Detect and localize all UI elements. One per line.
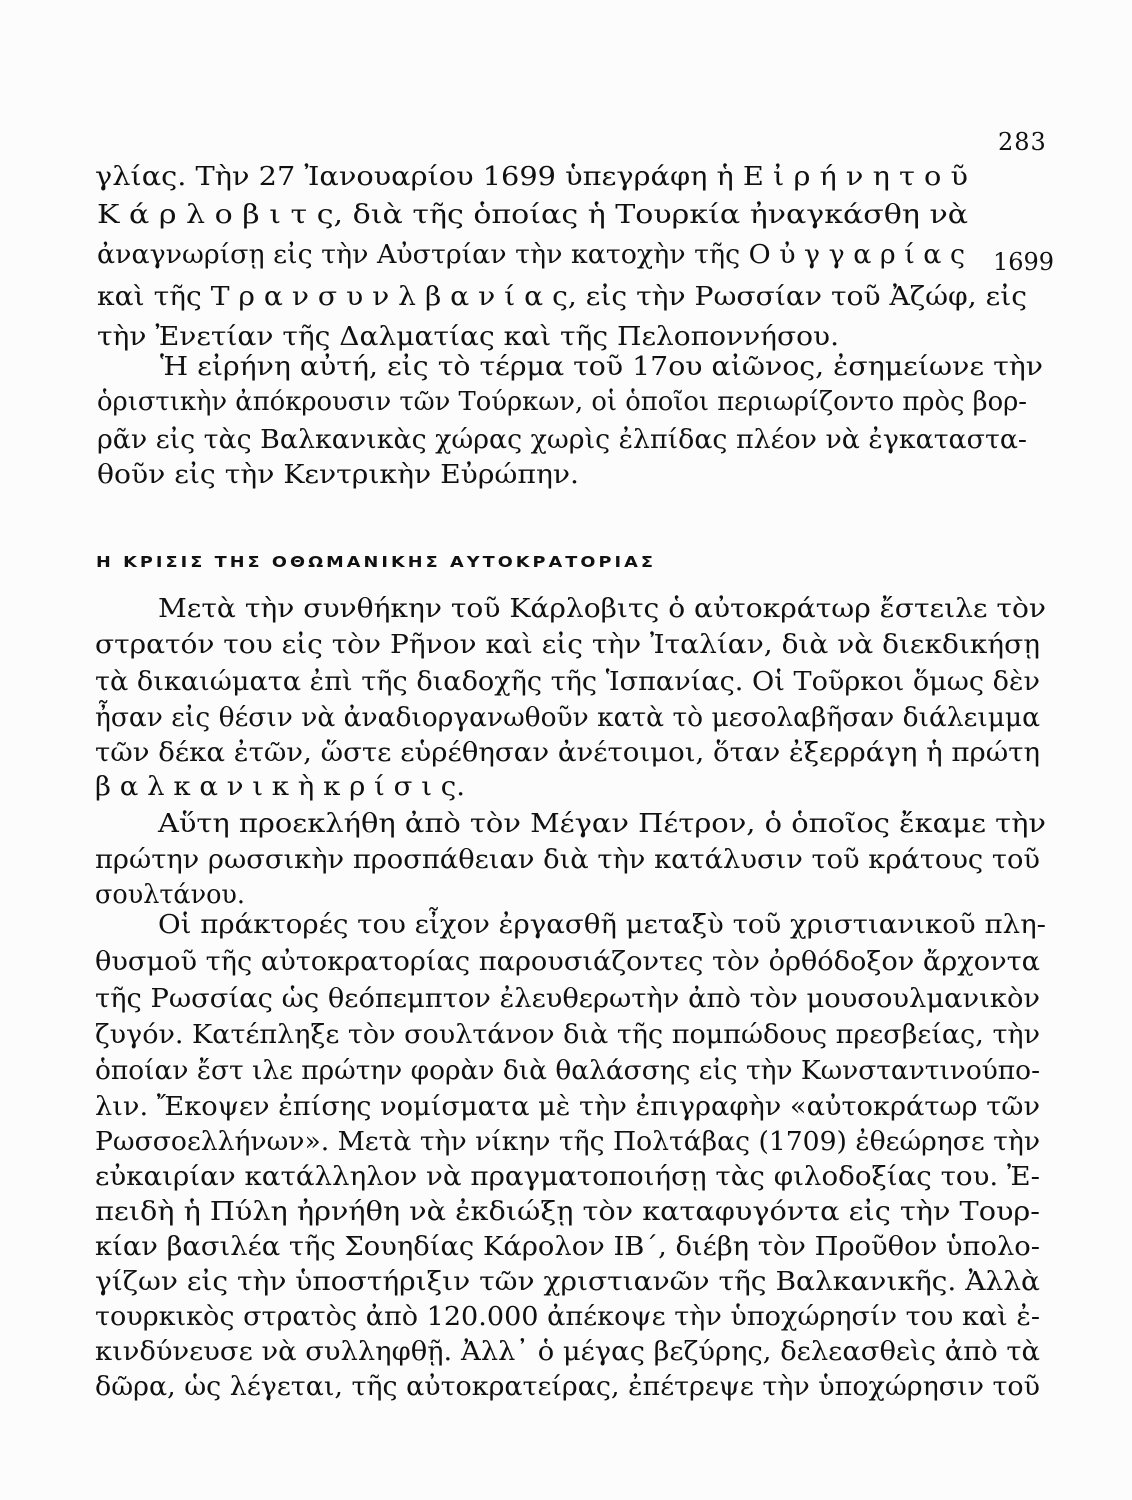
margin-note-year: 1699 bbox=[993, 248, 1055, 276]
text-line: κινδύνευσε νὰ συλληφθῇ. Ἀλλ᾽ ὁ μέγας βεζύρης, δελεασθεὶς ἀπὸ τὰ bbox=[95, 1337, 1040, 1367]
section-heading: Η ΚΡΙΣΙΣ ΤΗΣ ΟΘΩΜΑΝΙΚΗΣ ΑΥΤΟΚΡΑΤΟΡΙΑΣ bbox=[96, 553, 656, 571]
text-line: ἦσαν εἰς θέσιν νὰ ἀναδιοργανωθοῦν κατὰ τὸ μεσολαβῆσαν διάλειμμα bbox=[95, 703, 1040, 733]
text-line: β α λ κ α ν ι κ ὴ κ ρ ί σ ι ς. bbox=[95, 772, 465, 802]
text-line: Αὕτη προεκλήθη ἀπὸ τὸν Μέγαν Πέτρον, ὁ ὁποῖος ἔκαμε τὴν bbox=[158, 809, 1046, 839]
text-line: τῆς Ρωσσίας ὡς θεόπεμπτον ἐλευθερωτὴν ἀπὸ τὸν μουσουλμανικὸν bbox=[95, 984, 1040, 1014]
text-line: πρώτην ρωσσικὴν προσπάθειαν διὰ τὴν κατάλυσιν τοῦ κράτους τοῦ bbox=[95, 845, 1040, 875]
text-line: τὰ δικαιώματα ἐπὶ τῆς διαδοχῆς τῆς Ἱσπανίας. Οἱ Τοῦρκοι ὅμως δὲν bbox=[95, 667, 1040, 697]
text-line: Μετὰ τὴν συνθήκην τοῦ Κάρλοβιτς ὁ αὐτοκράτωρ ἔστειλε τὸν bbox=[158, 594, 1046, 624]
text-line: κίαν βασιλέα τῆς Σουηδίας Κάρολον ΙΒ΄, διέβη τὸν Προῦθον ὑπολο- bbox=[95, 1232, 1040, 1262]
text-line: τῶν δέκα ἐτῶν, ὥστε εὑρέθησαν ἀνέτοιμοι, ὅταν ἐξερράγη ἡ πρώτη bbox=[95, 738, 1040, 768]
text-line: εὐκαιρίαν κατάλληλον νὰ πραγματοποιήσῃ τὰς φιλοδοξίας του. Ἐ- bbox=[95, 1162, 1040, 1192]
text-line: Ρωσσοελλήνων». Μετὰ τὴν νίκην τῆς Πολτάβας (1709) ἐθεώρησε τὴν bbox=[95, 1127, 1040, 1157]
text-line: καὶ τῆς Τ ρ α ν σ υ ν λ β α ν ί α ς, εἰς τὴν Ρωσσίαν τοῦ Ἀζώφ, εἰς bbox=[97, 282, 1027, 312]
text-line: ζυγόν. Κατέπληξε τὸν σουλτάνον διὰ τῆς πομπώδους πρεσβείας, τὴν bbox=[95, 1020, 1040, 1050]
text-line: δῶρα, ὡς λέγεται, τῆς αὐτοκρατείρας, ἐπέτρεψε τὴν ὑποχώρησιν τοῦ bbox=[95, 1372, 1040, 1402]
text-line: θοῦν εἰς τὴν Κεντρικὴν Εὐρώπην. bbox=[97, 460, 579, 490]
text-line: γλίας. Τὴν 27 Ἰανουαρίου 1699 ὑπεγράφη ἡ Ε ἰ ρ ή ν η τ ο ῦ bbox=[95, 162, 968, 192]
text-line: γίζων εἰς τὴν ὑποστήριξιν τῶν χριστιανῶν τῆς Βαλκανικῆς. Ἀλλὰ bbox=[95, 1267, 1040, 1297]
text-line: Οἱ πράκτορές του εἶχον ἐργασθῆ μεταξὺ τοῦ χριστιανικοῦ πλη- bbox=[158, 910, 1046, 940]
text-line: λιν. Ἔκοψεν ἐπίσης νομίσματα μὲ τὴν ἐπιγραφὴν «αὐτοκράτωρ τῶν bbox=[95, 1092, 1040, 1122]
text-line: τὴν Ἐνετίαν τῆς Δαλματίας καὶ τῆς Πελοποννήσου. bbox=[97, 322, 839, 352]
text-line: ἀναγνωρίσῃ εἰς τὴν Αὐστρίαν τὴν κατοχὴν τῆς Ο ὐ γ γ α ρ ί α ς bbox=[97, 240, 965, 270]
text-line: ρᾶν εἰς τὰς Βαλκανικὰς χώρας χωρὶς ἐλπίδας πλέον νὰ ἐγκαταστα- bbox=[97, 425, 1027, 455]
text-line: πειδὴ ἡ Πύλη ἠρνήθη νὰ ἐκδιώξῃ τὸν καταφυγόντα εἰς τὴν Τουρ- bbox=[95, 1197, 1040, 1227]
text-line: σουλτάνου. bbox=[95, 880, 245, 910]
text-line: Κ ά ρ λ ο β ι τ ς, διὰ τῆς ὁποίας ἡ Τουρκία ἠναγκάσθη νὰ bbox=[97, 200, 969, 230]
text-line: ὁποίαν ἔστ ιλε πρώτην φορὰν διὰ θαλάσσης εἰς τὴν Κωνσταντινούπο- bbox=[95, 1056, 1040, 1086]
text-line: ὁριστικὴν ἀπόκρουσιν τῶν Τούρκων, οἱ ὁποῖοι περιωρίζοντο πρὸς βορ- bbox=[97, 387, 1027, 417]
text-line: θυσμοῦ τῆς αὐτοκρατορίας παρουσιάζοντες τὸν ὀρθόδοξον ἄρχοντα bbox=[95, 947, 1040, 977]
page-number: 283 bbox=[998, 128, 1047, 156]
text-line: στρατόν του εἰς τὸν Ρῆνον καὶ εἰς τὴν Ἰταλίαν, διὰ νὰ διεκδικήσῃ bbox=[95, 630, 1040, 660]
text-line: τουρκικὸς στρατὸς ἀπὸ 120.000 ἀπέκοψε τὴν ὑποχώρησίν του καὶ ἐ- bbox=[95, 1302, 1040, 1332]
text-line: Ἡ εἰρήνη αὐτή, εἰς τὸ τέρμα τοῦ 17ου αἰῶνος, ἐσημείωνε τὴν bbox=[160, 352, 1043, 382]
